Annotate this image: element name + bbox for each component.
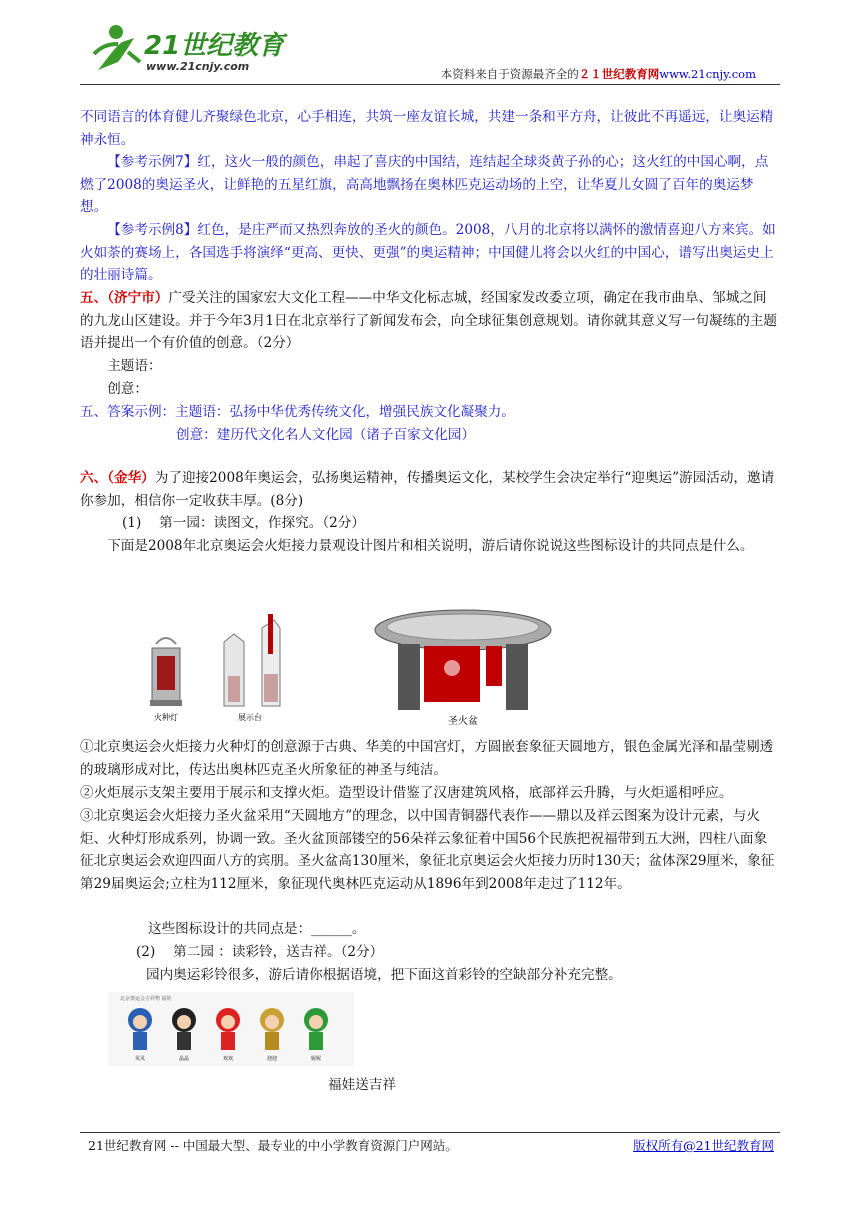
svg-text:www.21cnjy.com: www.21cnjy.com bbox=[146, 60, 250, 73]
svg-text:21世纪教育: 21世纪教育 bbox=[144, 31, 285, 61]
svg-text:欢欢: 欢欢 bbox=[222, 1056, 234, 1062]
q6-part-1: (1) 第一园：读图文，作探究。（2分） bbox=[122, 515, 365, 531]
svg-text:贝贝: 贝贝 bbox=[134, 1056, 146, 1062]
header-rule bbox=[80, 84, 780, 85]
site-logo bbox=[88, 18, 288, 80]
q5-idea-line: 创意： bbox=[107, 381, 148, 397]
lamp-image bbox=[150, 638, 182, 722]
footer-left: 21世纪教育网 -- 中国最大型、最专业的中小学教育资源门户网站。 bbox=[88, 1138, 458, 1153]
torch-relay-figure bbox=[140, 608, 610, 726]
footer-copyright-link[interactable]: 版权所有@21世纪教育网 bbox=[633, 1138, 774, 1153]
q6-item-2: ②火炬展示支架主要用于展示和支撑火炬。造型设计借鉴了汉唐建筑风格，底部祥云升腾，与火炬遥相呼应。 bbox=[80, 785, 733, 801]
q6-item-1: ①北京奥运会火炬接力火种灯的创意源于古典、华美的中国宫灯，方圆嵌套象征天圆地方，银色金属光泽和晶莹剔透的玻璃形成对比，传达出奥林匹克圣火所象征的神圣与纯洁。 bbox=[80, 739, 774, 778]
fuwa-caption: 福娃送吉祥 bbox=[328, 1077, 396, 1093]
q5-answer-theme: 五、答案示例：主题语：弘扬中华优秀传统文化，增强民族文化凝聚力。 bbox=[80, 404, 515, 420]
svg-text:晶晶: 晶晶 bbox=[178, 1056, 190, 1062]
svg-text:妮妮: 妮妮 bbox=[310, 1056, 322, 1062]
question-6: 六、（金华）为了迎接2008年奥运会，弘扬奥运精神，传播奥运文化，某校学生会决定举行“迎奥运”游园活动，邀请你参加，相信你一定收获丰厚。(8分) bbox=[80, 470, 775, 509]
intro-paragraph: 不同语言的体育健儿齐聚绿色北京，心手相连，共筑一座友谊长城，共建一条和平方舟，让彼此不再遥远，让奥运精神永恒。 bbox=[80, 109, 774, 148]
q6-part-2: (2) 第二园 ：读彩铃，送吉祥。（2分） bbox=[136, 944, 384, 960]
fuwa-image bbox=[108, 992, 354, 1066]
footer-rule bbox=[80, 1132, 780, 1133]
display-stand-image bbox=[224, 614, 280, 722]
svg-text:展示台: 展示台 bbox=[238, 713, 262, 722]
cauldron-image bbox=[375, 610, 551, 726]
q5-theme-line: 主题语： bbox=[107, 358, 162, 374]
question-5: 五、（济宁市）广受关注的国家宏大文化工程——中华文化标志城，经国家发改委立项，确定在我市曲阜、邹城之间的九龙山区建设。并于今年3月1日在北京举行了新闻发布会，向全球征集创意规划。请你就其意义写一句凝练的主题语并提出一个有价值的创意。（2分） bbox=[80, 290, 777, 352]
page-header bbox=[80, 14, 780, 84]
example-7: 【参考示例7】红，这火一般的颜色，串起了喜庆的中国结，连结起全球炎黄子孙的心；这火红的中国心啊，点燃了2008的奥运圣火，让鲜艳的五星红旗，高高地飘扬在奥林匹克运动场的上空，让华夏儿女圆了百年的奥运梦想。 bbox=[80, 154, 769, 216]
svg-text:迎迎: 迎迎 bbox=[266, 1056, 278, 1062]
svg-text:圣火盆: 圣火盆 bbox=[448, 716, 478, 726]
q6-part-1-desc: 下面是2008年北京奥运会火炬接力景观设计图片和相关说明，游后请你说说这些图标设计的共同点是什么。 bbox=[107, 538, 754, 554]
q6-blank-line: 这些图标设计的共同点是：______。 bbox=[148, 921, 366, 937]
header-note: 本资料来自于资源最齐全的２１世纪教育网www.21cnjy.com bbox=[440, 67, 756, 81]
q6-part-2-desc: 园内奥运彩铃很多，游后请你根据语境，把下面这首彩铃的空缺部分补充完整。 bbox=[146, 967, 622, 983]
q5-answer-idea: 创意：建历代文化名人文化园（诸子百家文化园） bbox=[176, 427, 476, 443]
svg-text:火种灯: 火种灯 bbox=[154, 713, 178, 722]
q6-item-3: ③北京奥运会火炬接力圣火盆采用“天圆地方”的理念，以中国青铜器代表作——鼎以及祥云图案为设计元素，与火炬、火种灯形成系列，协调一致。圣火盆顶部镂空的56朵祥云象征着中国56个民族把祝福带到五大洲，四柱八面象征北京奥运会欢迎四面八方的宾朋。圣火盆高130厘米，象征北京奥运会火炬接力历时130天；盆体深29厘米，象征第29届奥运会;立柱为112厘米，象征现代奥林匹克运动从1896年到2008年走过了112年。 bbox=[80, 808, 775, 892]
svg-text:北京奥运会吉祥物 福娃: 北京奥运会吉祥物 福娃 bbox=[120, 996, 172, 1002]
example-8: 【参考示例8】红色，是庄严而又热烈奔放的圣火的颜色。2008，八月的北京将以满怀的激情喜迎八方来宾。如火如荼的赛场上，各国选手将演绎“更高、更快、更强”的奥运精神；中国健儿将会以火红的中国心，谱写出奥运史上的壮丽诗篇。 bbox=[80, 222, 776, 284]
